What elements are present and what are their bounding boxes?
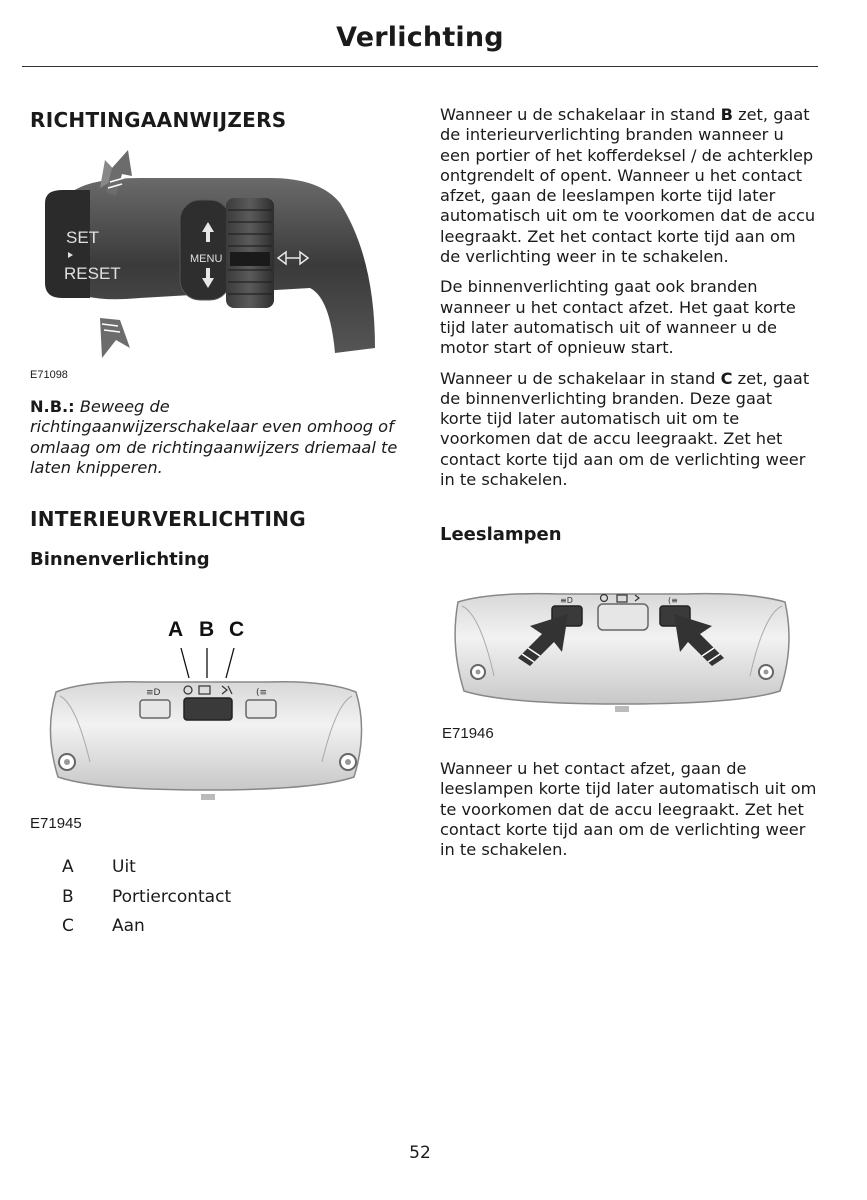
reset-label: RESET [64,264,121,283]
letter-b: B [199,618,215,641]
legend-value: Aan [112,916,145,936]
svg-text:≡D: ≡D [560,596,573,605]
note-text: Beweeg de richtingaanwijzerschakelaar even omhoog of omlaag om de richtingaanwijzers driemaal te laten knipperen. [30,397,398,477]
paragraph: Wanneer u de schakelaar in stand B zet, gaat de interieurverlichting branden wanneer u een portier of het kofferdeksel / de achterklep ontgrendelt of opent. Wanneer u het contact afzet, gaan de leeslampen korte tijd later automatisch uit om te voorkomen dat de accu leegraakt. Zet het contact korte tijd aan om de verlichting weer in te schakelen. [440,105,816,267]
note-prefix: N.B.: [30,397,75,416]
reading-lamps-illustration [450,586,795,716]
page-title: Verlichting [336,22,504,53]
svg-text:≡D: ≡D [146,688,161,698]
section-heading-richtingaanwijzers: RICHTINGAANWIJZERS [30,108,287,132]
figure-code-e71098: E71098 [30,369,68,381]
paragraph: Wanneer u de schakelaar in stand C zet, gaat de binnenverlichting branden. Deze gaat korte tijd later automatisch uit om te voorkomen dat de accu leegraakt. Zet het contact korte tijd aan om de verlichting weer in te schakelen. [440,368,810,490]
title-divider [22,66,818,67]
legend-row [62,887,231,907]
section-heading-interieurverlichting: INTERIEURVERLICHTING [30,507,307,531]
subheading-leeslampen: Leeslampen [440,524,562,545]
stalk-down-arrow-icon [100,318,130,358]
note-block [30,397,400,478]
legend-row [62,916,145,936]
legend-row [62,857,136,877]
subheading-binnenverlichting: Binnenverlichting [30,549,210,570]
letter-a: A [168,618,184,641]
legend-key: C [62,916,74,936]
legend-key: B [62,887,74,907]
paragraph: Wanneer u het contact afzet, gaan de leeslampen korte tijd later automatisch uit om te voorkomen dat de accu leegraakt. Zet het contact korte tijd aan om de verlichting weer in te schakelen. [440,759,817,860]
turn-signal-stalk-illustration [30,148,390,363]
paragraph: De binnenverlichting gaat ook branden wanneer u het contact afzet. Het gaat korte tijd later automatisch uit of wanneer u de motor start of opnieuw start. [440,277,796,358]
figure-code-e71945: E71945 [30,815,82,832]
right-column-text [440,105,818,500]
legend-value: Uit [112,857,136,877]
menu-label: MENU [190,253,223,265]
svg-text:(≡: (≡ [256,688,268,698]
svg-text:(≡: (≡ [668,596,678,605]
legend-value: Portiercontact [112,887,232,907]
page-number: 52 [409,1143,431,1163]
figure-code-e71946: E71946 [442,725,494,742]
interior-light-illustration [36,612,376,807]
set-label: SET [66,228,100,247]
letter-c: C [229,618,245,641]
legend-key: A [62,857,74,877]
